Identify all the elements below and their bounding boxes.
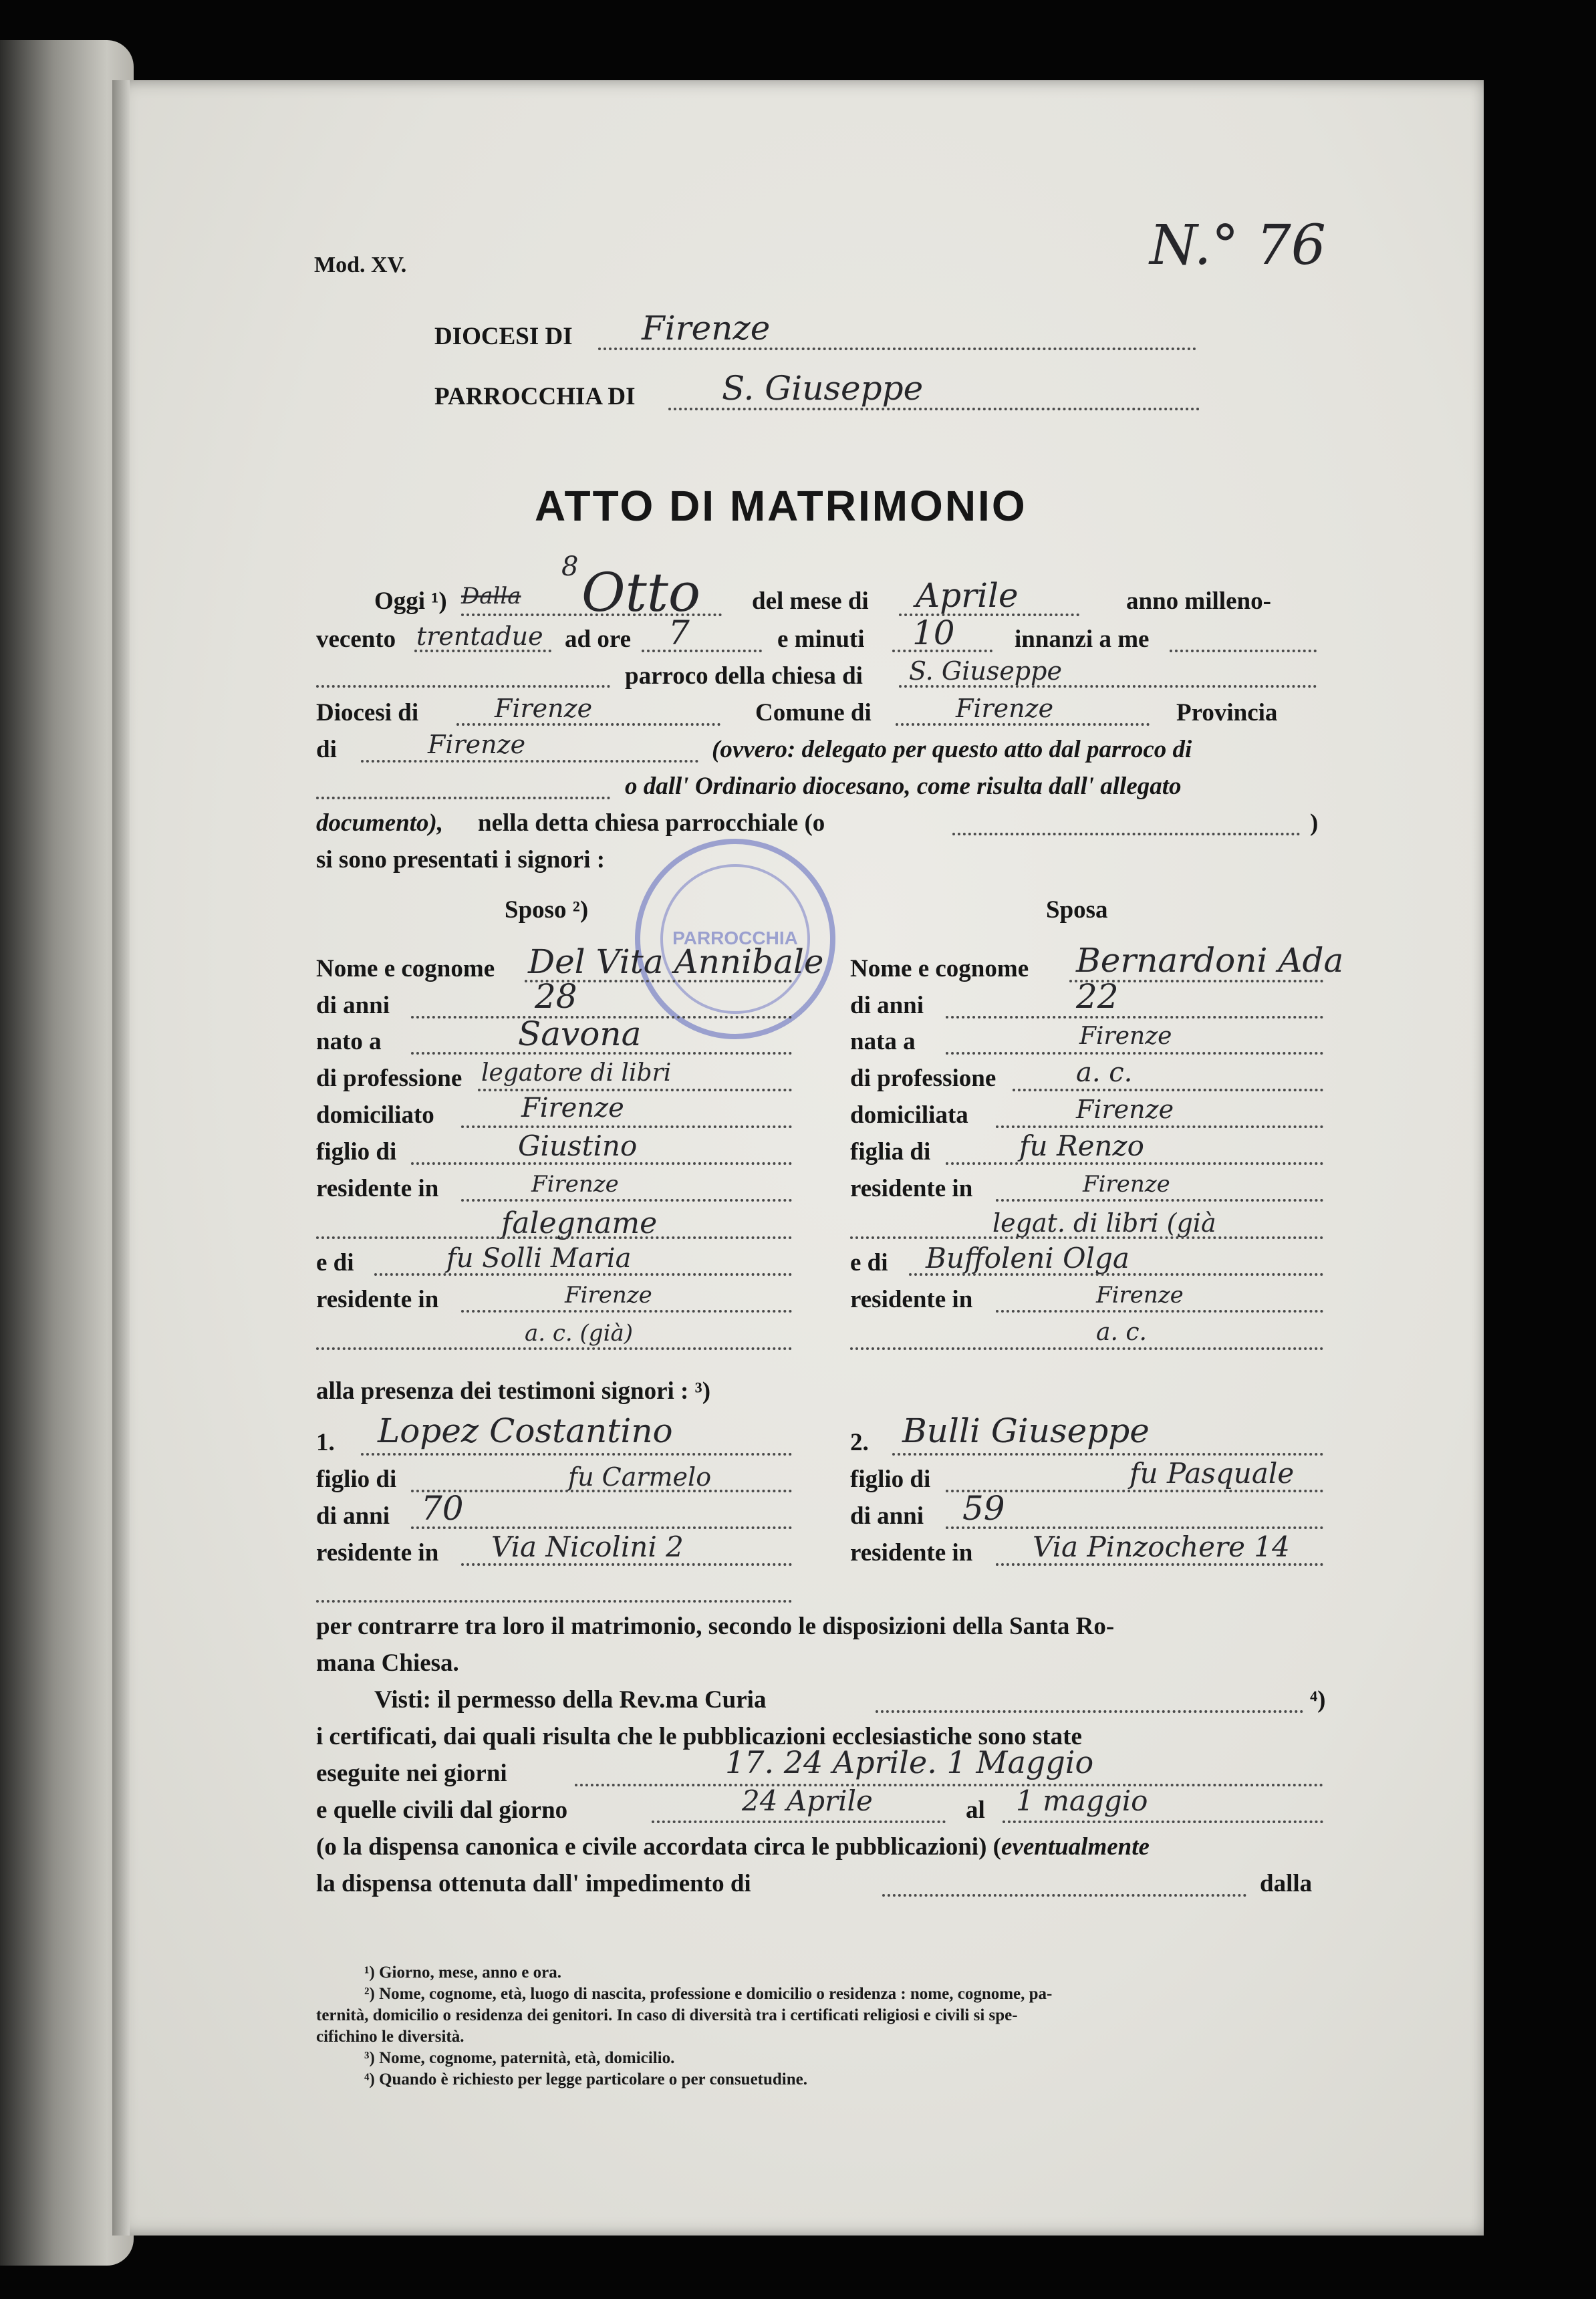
testimone-1-figlio-label: figlio di (316, 1466, 397, 1493)
sposo-domiciliato-label: domiciliato (316, 1101, 434, 1129)
ad-ore-label: ad ore (565, 626, 632, 653)
dispensa-text-1a: (o la dispensa canonica e civile accordata circa le pubblicazioni) ( (316, 1833, 1001, 1861)
testimone-2-residenza-line (996, 1563, 1323, 1566)
sposo-heading: Sposo ²) (505, 896, 589, 924)
sposo-padre-extra-line (316, 1236, 792, 1239)
stamp-text: PARROCCHIA (672, 928, 798, 948)
sposo-padre-residente-label: residente in (316, 1175, 439, 1202)
impedimento-line (882, 1894, 1246, 1897)
testimone-2-residente-label: residente in (850, 1539, 973, 1567)
ordinario-text: o dall' Ordinario diocesano, come risulta dall' allegato (625, 773, 1182, 800)
sposa-professione-line (1013, 1089, 1323, 1091)
testimone-2-anni-label: di anni (850, 1502, 924, 1530)
sposo-nome: Del Vita Annibale (528, 942, 824, 981)
parroco-delegato-line (316, 797, 610, 799)
sposo-figlio-label: figlio di (316, 1138, 397, 1166)
page-title: ATTO DI MATRIMONIO (535, 482, 1027, 530)
del-mese-label: del mese di (752, 587, 869, 615)
sposa-madre: Buffoleni Olga (926, 1242, 1129, 1274)
anno-value: trentadue (416, 622, 543, 651)
presentati-text: si sono presentati i signori : (316, 846, 606, 873)
al-label: al (966, 1796, 985, 1824)
testimoni-intro: alla presenza dei testimoni signori : ³) (316, 1377, 711, 1405)
testimone-2-padre: fu Pasquale (1129, 1457, 1295, 1490)
sposo-madre-residenza: Firenze (565, 1282, 652, 1309)
sposo-madre: fu Solli Maria (446, 1243, 632, 1274)
documento-text: documento), (316, 809, 444, 837)
sposo-nato: Savona (518, 1015, 642, 1053)
diocesi2-value: Firenze (495, 694, 593, 723)
parrocchia-value: S. Giuseppe (722, 369, 924, 408)
certificati-text: i certificati, dai quali risulta che le pubblicazioni ecclesiastiche sono state (316, 1723, 1082, 1750)
ore-value: 7 (668, 614, 690, 652)
sposa-anni-line (946, 1016, 1323, 1019)
sposo-nato-line (411, 1052, 792, 1055)
visti-footnote: ⁴) (1310, 1686, 1326, 1714)
sposo-madre-line (374, 1273, 792, 1276)
footnote-3: ³) Nome, cognome, paternità, età, domicilio. (364, 2049, 675, 2067)
testimone-2-figlio-label: figlio di (850, 1466, 931, 1493)
sposa-padre-residenza-line (996, 1199, 1323, 1202)
provincia-line (361, 760, 698, 763)
testimone-2-nome: Bulli Giuseppe (902, 1411, 1150, 1450)
sposo-nato-label: nato a (316, 1028, 382, 1055)
vecento-label: vecento (316, 626, 396, 653)
sposo-madre-label: e di (316, 1249, 354, 1276)
dispensa-text-2: la dispensa ottenuta dall' impedimento di (316, 1870, 751, 1897)
sposo-madre-extra: a. c. (già) (525, 1320, 633, 1347)
footnote-2b: ternità, domicilio o residenza dei genitori. In caso di diversità tra i certificati religiosi e civili si spe- (316, 2006, 1018, 2024)
civili-from: 24 Aprile (742, 1784, 873, 1817)
provincia-value: Firenze (428, 730, 526, 759)
sposa-anni: 22 (1076, 977, 1119, 1016)
binding-edge (112, 80, 130, 2236)
civili-label: e quelle civili dal giorno (316, 1796, 568, 1824)
eseguite-value: 17. 24 Aprile. 1 Maggio (725, 1744, 1094, 1780)
testimone-1-anni-line (411, 1526, 792, 1529)
civili-to-line (1003, 1820, 1323, 1823)
testimone-2-anni-line (946, 1526, 1323, 1529)
sposo-padre-residenza: Firenze (531, 1171, 619, 1198)
footnote-2a: ²) Nome, cognome, età, luogo di nascita, professione e domicilio o residenza : nome, cognome, pa- (364, 1985, 1053, 2003)
sposa-domicilio: Firenze (1076, 1095, 1174, 1124)
anno-line (414, 650, 551, 652)
sposo-professione: legatore di libri (481, 1059, 672, 1087)
sposa-domiciliata-label: domiciliata (850, 1101, 968, 1129)
sposa-nome-label: Nome e cognome (850, 955, 1029, 982)
nella-detta-text: nella detta chiesa parrocchiale (o (478, 809, 825, 837)
altra-chiesa-line (952, 833, 1300, 835)
sposa-nata-line (946, 1052, 1323, 1055)
sposa-anni-label: di anni (850, 992, 924, 1019)
civili-to: 1 maggio (1016, 1784, 1148, 1817)
sposo-domicilio: Firenze (521, 1093, 624, 1123)
diocesi-value: Firenze (642, 309, 771, 348)
oggi-label: Oggi ¹) (374, 587, 447, 615)
sposo-padre-residenza-line (461, 1199, 792, 1202)
giorno-value: Otto (581, 561, 701, 624)
ore-line (642, 650, 762, 652)
diocesi-di-label: Diocesi di (316, 699, 419, 726)
provincia-label: Provincia (1176, 699, 1278, 726)
contrarre-text-2: mana Chiesa. (316, 1649, 459, 1677)
anno-millen-label: anno milleno- (1126, 587, 1271, 615)
parrocchia-line (668, 408, 1200, 410)
testimone-1-number: 1. (316, 1429, 335, 1456)
sposa-madre-residenza-line (996, 1310, 1323, 1313)
curia-line (876, 1710, 1303, 1713)
dispensa-text-1b: eventualmente (1001, 1833, 1150, 1861)
model-number: Mod. XV. (314, 253, 407, 277)
comune-value: Firenze (956, 694, 1054, 723)
sposa-domicilio-line (996, 1125, 1323, 1128)
parrocchia-label: PARROCCHIA DI (434, 383, 636, 410)
testimone-2-anni: 59 (962, 1489, 1005, 1528)
giorno-struck: Dalla (461, 583, 521, 610)
parroco-name-line (316, 685, 610, 688)
sposo-padre: Giustino (518, 1129, 638, 1162)
sposo-padre-line (411, 1162, 792, 1165)
minuti-label: e minuti (777, 626, 865, 653)
sposa-padre: fu Renzo (1019, 1129, 1144, 1162)
sposo-anni-label: di anni (316, 992, 390, 1019)
footnote-4: ⁴) Quando è richiesto per legge particolare o per consuetudine. (364, 2070, 808, 2088)
sposa-nome: Bernardoni Ada (1076, 941, 1344, 980)
sposa-madre-residenza: Firenze (1096, 1282, 1184, 1309)
sposa-madre-line (909, 1273, 1323, 1276)
testimone-2-number: 2. (850, 1429, 869, 1456)
sposa-padre-line (946, 1162, 1323, 1165)
sposa-padre-residente-label: residente in (850, 1175, 973, 1202)
sposo-madre-residente-label: residente in (316, 1286, 439, 1313)
testimone-1-extra-line (316, 1600, 792, 1603)
parish-stamp (635, 839, 835, 1039)
sposo-professione-line (478, 1089, 792, 1091)
sposa-madre-extra-line (850, 1347, 1323, 1350)
comune-line (896, 723, 1150, 726)
sposo-anni: 28 (535, 977, 577, 1016)
testimone-1-padre-line (411, 1490, 792, 1492)
mese-value: Aprile (916, 576, 1019, 615)
visti-text: Visti: il permesso della Rev.ma Curia (374, 1686, 767, 1714)
sposa-madre-label: e di (850, 1249, 888, 1276)
contrarre-text-1: per contrarre tra loro il matrimonio, secondo le disposizioni della Santa Ro- (316, 1613, 1115, 1640)
parroco-chiesa-label: parroco della chiesa di (625, 662, 863, 690)
paren-close: ) (1310, 809, 1319, 837)
testimone-1-padre: fu Carmelo (568, 1462, 712, 1492)
eseguite-label: eseguite nei giorni (316, 1760, 507, 1787)
sposo-professione-label: di professione (316, 1065, 462, 1092)
dalla-text: dalla (1260, 1870, 1313, 1897)
eseguite-line (575, 1784, 1323, 1786)
comune-label: Comune di (755, 699, 872, 726)
testimone-1-anni: 70 (421, 1489, 464, 1528)
sposo-madre-residenza-line (461, 1310, 792, 1313)
testimone-1-residenza: Via Nicolini 2 (491, 1530, 684, 1563)
innanzi-line (1170, 650, 1317, 652)
ovvero-text: (ovvero: delegato per questo atto dal parroco di (712, 736, 1192, 763)
diocesi2-line (456, 723, 720, 726)
chiesa-line (899, 685, 1317, 688)
minuti-line (892, 650, 992, 652)
sposa-nata: Firenze (1079, 1023, 1172, 1050)
testimone-2-residenza: Via Pinzochere 14 (1033, 1530, 1290, 1563)
sposa-nata-label: nata a (850, 1028, 916, 1055)
dispensa-text-1 (316, 1833, 1150, 1861)
footnote-1: ¹) Giorno, mese, anno e ora. (364, 1964, 561, 1982)
chiesa-value: S. Giuseppe (909, 656, 1062, 686)
testimone-2-nome-line (892, 1453, 1323, 1456)
testimone-1-anni-label: di anni (316, 1502, 390, 1530)
testimone-1-residente-label: residente in (316, 1539, 439, 1567)
sposa-padre-extra: legat. di libri (già (992, 1208, 1216, 1238)
civili-from-line (652, 1820, 946, 1823)
diocesi-label: DIOCESI DI (434, 323, 573, 350)
sposo-madre-extra-line (316, 1347, 792, 1350)
sposa-madre-residente-label: residente in (850, 1286, 973, 1313)
sposa-padre-extra-line (850, 1236, 1323, 1239)
testimone-1-nome-line (361, 1453, 792, 1456)
record-number: N.° 76 (1150, 214, 1326, 277)
giorno-superscript: 8 (561, 551, 579, 582)
sposo-domicilio-line (461, 1125, 792, 1128)
sposo-nome-label: Nome e cognome (316, 955, 495, 982)
sposa-heading: Sposa (1046, 896, 1108, 924)
testimone-1-nome: Lopez Costantino (378, 1411, 673, 1450)
sposa-madre-extra: a. c. (1096, 1319, 1147, 1346)
diocesi-line (598, 348, 1196, 350)
sposa-professione-label: di professione (850, 1065, 996, 1092)
sposa-figlia-label: figlia di (850, 1138, 931, 1166)
minuti-value: 10 (912, 614, 955, 652)
testimone-1-residenza-line (461, 1563, 792, 1566)
innanzi-label: innanzi a me (1015, 626, 1150, 653)
sposo-padre-extra: falegname (501, 1206, 658, 1240)
sposa-professione: a. c. (1076, 1057, 1133, 1088)
footnote-2c: cifichino le diversità. (316, 2028, 464, 2046)
sposa-padre-residenza: Firenze (1083, 1171, 1170, 1198)
di-label: di (316, 736, 337, 763)
